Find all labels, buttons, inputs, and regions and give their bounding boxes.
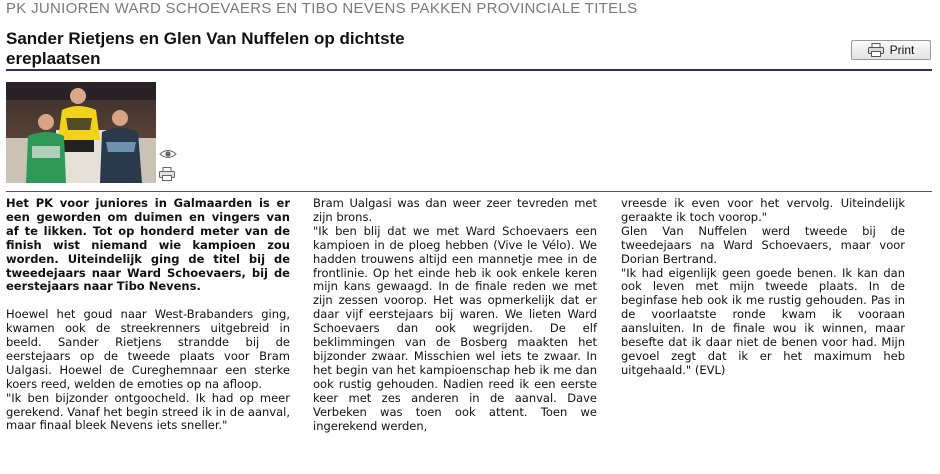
quote-paragraph: "Ik ben bijzonder ontgoocheld. Ik had op meer gerekend. Vanaf het begin streed ik in de aanval, maar finaal bleek Nevens iets sneller."	[6, 390, 290, 433]
article-column-2	[313, 197, 597, 433]
paragraph: Glen Van Nuffelen werd tweede bij de tweedejaars na Ward Schoevaers, maar voor Dorian Bertrand.	[621, 223, 905, 266]
eye-icon[interactable]	[159, 145, 177, 157]
article-lead: Het PK voor juniores in Galmaarden is er een geworden om duimen en vingers van af te likken. Tot op honderd meter van de finish wist niemand wie kampioen zou worden. Uiteindelijk ging de titel bij de tweedejaars naar Ward Schoevaers, bij de eerstejaars naar Tibo Nevens.	[6, 196, 290, 294]
article-headline: Sander Rietjens en Glen Van Nuffelen op dichtste ereplaatsen	[6, 29, 405, 68]
article-column-3	[621, 197, 905, 378]
quote-paragraph: "Ik had eigenlijk geen goede benen. Ik kan dan ook leven met mijn tweede plaats. In de beginfase heb ook ik me rustig gehouden. Pas in de voorlaatste ronde kwam ik vooraan aansluiten. In de finale wou ik winnen, maar besefte dat ik daar niet de benen voor had. Mijn gevoel zegt dat ik er het maximum heb uitgehaald." (EVL)	[621, 265, 905, 377]
quote-paragraph: "Ik ben blij dat we met Ward Schoevaers een kampioen in de ploeg hebben (Vive le Vélo). We hadden trouwens altijd een mannetje mee in de frontlinie. Op het einde heb ik ook enkele keren mijn kans gewaagd. In de finale reden we met zijn zessen voorop. Het was opmerkelijk dat er daar vijf eerstejaars bij waren. We lieten Ward Schoevaers dan ook wegrijden. De elf beklimmingen van de Bosberg maakten het bijzonder zwaar. Misschien wel iets te zwaar. In het begin van het kampioenschap heb ik me dan ook rustig gehouden. Nadien reed ik een eerste keer met zes anderen in de aanval. Dave Verbeken was toen ook attent. Toen we ingerekend werden,	[313, 223, 597, 433]
paragraph: vreesde ik even voor het vervolg. Uiteindelijk geraakte ik toch voorop."	[621, 196, 905, 224]
printer-icon[interactable]	[159, 166, 175, 180]
body-divider	[6, 191, 932, 192]
print-button[interactable]	[851, 40, 931, 60]
paragraph: Hoewel het goud naar West-Brabanders ging, kwamen ook de streekrenners uitgebreid in beeld. Sander Rietjens strandde bij de eerstejaars op de tweede plaats voor Bram Ualgasi. Hoewel de Cureghemnaar een sterke koers reed, welden de emoties op na afloop.	[6, 307, 290, 391]
article-photo[interactable]	[6, 82, 156, 183]
article-column-1	[6, 197, 290, 433]
header-divider	[6, 69, 932, 71]
printer-icon	[868, 43, 884, 57]
paragraph: Bram Ualgasi was dan weer zeer tevreden met zijn brons.	[313, 196, 597, 224]
article-kicker: PK JUNIOREN WARD SCHOEVAERS EN TIBO NEVENS PAKKEN PROVINCIALE TITELS	[6, 0, 638, 17]
print-button-label: Print	[889, 43, 915, 57]
